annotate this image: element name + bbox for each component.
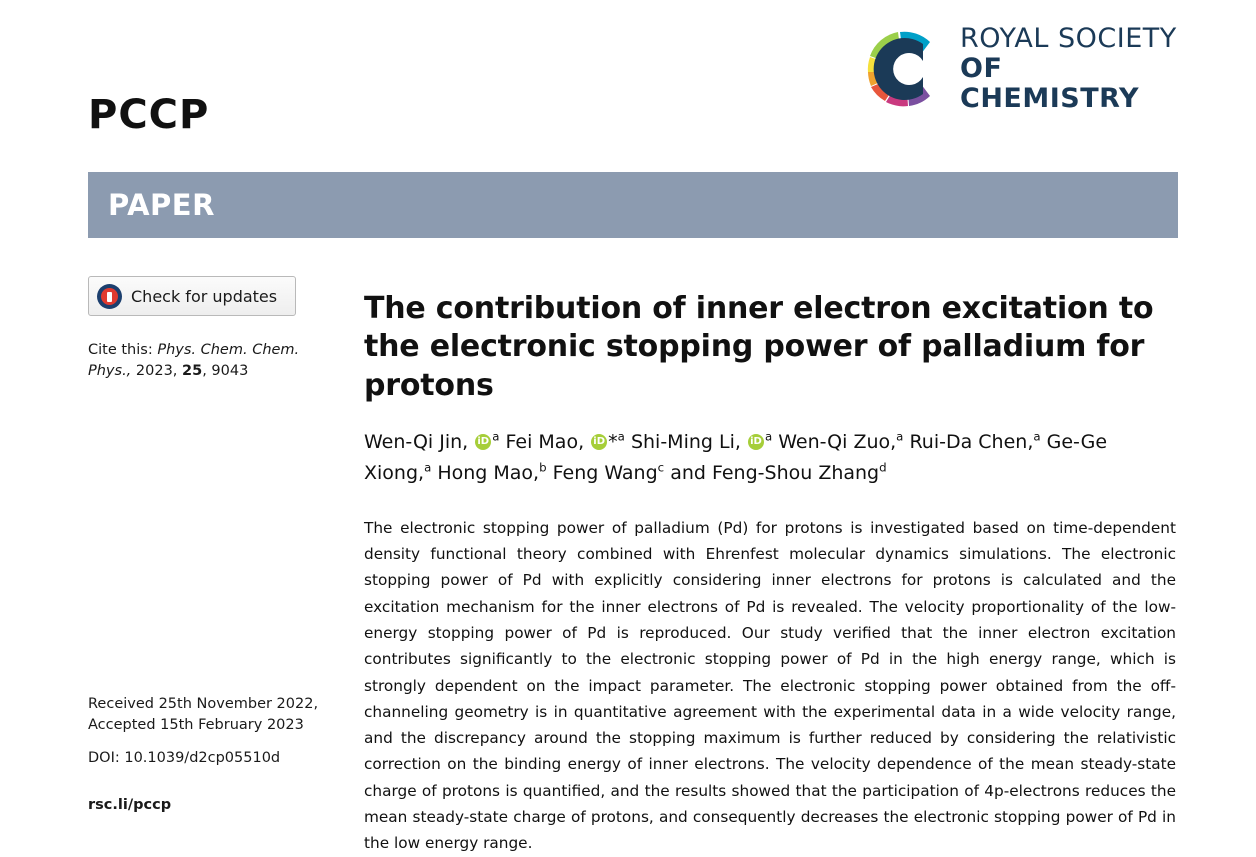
cite-this-label: Cite this: <box>88 342 153 358</box>
check-for-updates-button[interactable] <box>88 276 296 316</box>
author-name: Feng Wang <box>552 462 658 485</box>
received-date: Received 25th November 2022, <box>88 696 319 712</box>
accepted-date: Accepted 15th February 2023 <box>88 717 304 734</box>
author-name: Rui-Da Chen, <box>909 431 1034 454</box>
author-affiliation-marker: a <box>1033 429 1041 444</box>
author-affiliation-marker: a <box>492 429 500 444</box>
author-entry <box>909 431 1040 453</box>
crossmark-icon <box>97 284 122 309</box>
article-column <box>364 270 1176 857</box>
author-list <box>364 427 1176 489</box>
author-entry <box>364 431 499 453</box>
author-affiliation-marker: b <box>539 460 547 475</box>
author-affiliation-marker: a <box>424 460 432 475</box>
rsc-logo-line1: ROYAL SOCIETY <box>960 22 1177 54</box>
author-name: Wen-Qi Zuo, <box>778 431 897 454</box>
orcid-icon[interactable] <box>591 434 607 450</box>
doi-text[interactable]: DOI: 10.1039/d2cp05510d <box>88 750 281 766</box>
author-entry <box>553 462 665 484</box>
cite-journal: Phys. Chem. Chem. Phys., <box>88 342 300 379</box>
author-affiliation-marker: c <box>657 460 665 475</box>
orcid-icon[interactable] <box>475 434 491 450</box>
cite-year: 2023, <box>135 362 178 379</box>
author-entry <box>631 431 772 453</box>
abstract-text: The electronic stopping power of palladium (Pd) for protons is investigated based on time-dependent density functional theory combined with Ehrenfest molecular dynamics simulations. The electronic stopping power of Pd with explicitly considering inner electrons for protons is calculated and the excitation mechanism for the inner electrons of Pd is revealed. The velocity proportionality of the low-energy stopping power of Pd is reproduced. Our study verified that the inner electron excitation contributes significantly to the electronic stopping power of Pd in the high energy range, which is strongly dependent on the impact parameter. The electronic stopping power obtained from the off-channeling geometry is in quantitative agreement with the experimental data in a wide velocity range, and the discrepancy around the stopping maximum is further reduced by considering the relativistic correction on the binding energy of inner electrons. The velocity dependence of the mean steady-state charge of protons is quantified, and the results showed that the participation of 4p-electrons reduces the mean steady-state charge of protons, and consequently decreases the electronic stopping power of Pd in the low energy range. <box>364 518 1176 853</box>
check-for-updates-label: Check for updates <box>131 286 278 306</box>
author-affiliation-marker: a <box>764 429 773 444</box>
corresponding-author-marker: * <box>608 431 618 454</box>
author-name: Shi-Ming Li, <box>630 431 741 454</box>
author-entry <box>437 462 546 484</box>
cite-pages: , 9043 <box>202 362 249 379</box>
article-type-band <box>88 172 1178 238</box>
rsc-logo-line2: OF CHEMISTRY <box>960 52 1139 115</box>
rsc-c-mark-icon <box>866 30 944 108</box>
author-name: and Feng-Shou Zhang <box>670 462 880 485</box>
article-type-label: PAPER <box>108 188 215 222</box>
citation-block <box>88 340 323 381</box>
author-name: Ge-Ge Xiong, <box>364 431 1108 485</box>
author-affiliation-marker: a <box>896 429 904 444</box>
author-name: Fei Mao, <box>505 431 585 454</box>
rsc-logo-text <box>960 24 1180 115</box>
cite-volume: 25 <box>182 362 203 379</box>
author-entry <box>778 431 903 453</box>
author-name: Wen-Qi Jin, <box>364 431 469 454</box>
article-title: The contribution of inner electron excitation to the electronic stopping power of palladium for protons <box>364 291 1154 403</box>
author-entry <box>506 431 625 453</box>
received-accepted-block <box>88 694 323 736</box>
sidebar-column <box>88 276 320 381</box>
author-affiliation-marker: d <box>879 460 887 475</box>
author-entry <box>670 462 886 484</box>
author-name: Hong Mao, <box>437 462 540 485</box>
journal-url[interactable]: rsc.li/pccp <box>88 797 172 813</box>
orcid-icon[interactable] <box>748 434 764 450</box>
author-affiliation-marker: a <box>617 429 625 444</box>
royal-society-of-chemistry-logo <box>866 22 1180 115</box>
journal-short-title: PCCP <box>88 92 210 138</box>
